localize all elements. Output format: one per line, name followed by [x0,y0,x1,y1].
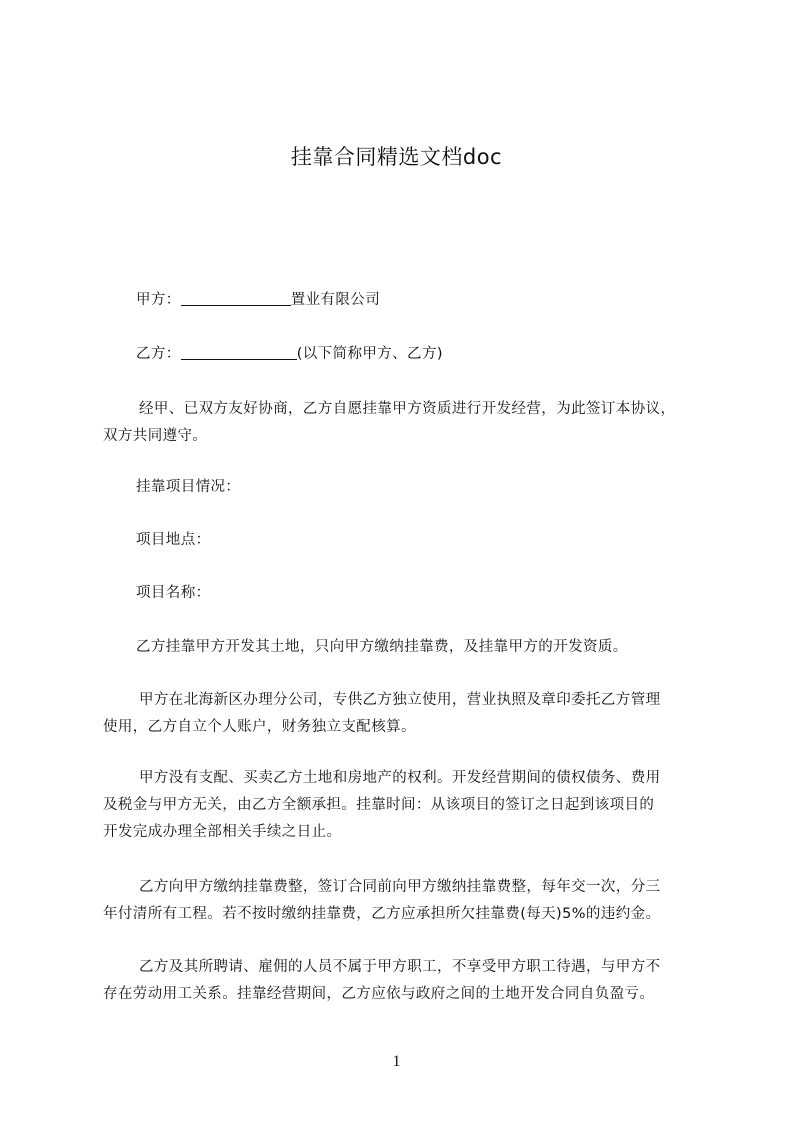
document-title: 挂靠合同精选文档doc [290,145,503,169]
project-name: 项目名称： [136,585,211,601]
paragraph-3 [103,765,703,846]
paragraph-1-line-1: 乙方挂靠甲方开发其土地，只向甲方缴纳挂靠费，及挂靠甲方的开发资质。 [136,639,628,655]
paragraph-2 [103,687,703,741]
party-b-label: 乙方： [136,346,181,362]
project-info-heading: 挂靠项目情况： [136,479,241,495]
party-a-label: 甲方： [136,292,181,308]
intro-line-2: 双方共同遵守。 [103,428,208,444]
paragraph-5 [103,954,703,1008]
party-a-suffix: 置业有限公司 [290,292,381,308]
project-location: 项目地点： [136,532,211,548]
paragraph-5-line-1: 乙方及其所聘请、雇佣的人员不属于甲方职工，不享受甲方职工待遇，与甲方不 [139,959,661,975]
party-b-line [103,341,736,368]
party-a-blank [181,290,291,306]
paragraph-4-line-2: 年付清所有工程。若不按时缴纳挂靠费，乙方应承担所欠挂靠费(每天)5%的违约金。 [103,906,661,922]
party-b-blank [181,344,297,360]
intro-line-1: 经甲、已双方友好协商，乙方自愿挂靠甲方资质进行开发经营，为此签订本协议， [139,401,676,417]
page-number: 1 [392,1053,401,1070]
paragraph-1 [103,634,703,661]
paragraph-3-line-3: 开发完成办理全部相关手续之日止。 [103,824,342,840]
party-b-suffix: (以下简称甲方、乙方) [296,346,443,362]
paragraph-3-line-1: 甲方没有支配、买卖乙方土地和房地产的权利。开发经营期间的债权债务、费用 [139,770,661,786]
paragraph-2-line-2: 使用，乙方自立个人账户，财务独立支配核算。 [103,719,416,735]
paragraph-3-line-2: 及税金与甲方无关，由乙方全额承担。挂靠时间：从该项目的签订之日起到该项目的 [103,797,655,813]
party-a-line [103,287,736,314]
paragraph-4 [103,874,703,928]
paragraph-4-line-1: 乙方向甲方缴纳挂靠费整，签订合同前向甲方缴纳挂靠费整，每年交一次，分三 [139,879,661,895]
intro-paragraph [103,396,703,450]
paragraph-5-line-2: 存在劳动用工关系。挂靠经营期间，乙方应依与政府之间的土地开发合同自负盈亏。 [103,986,655,1002]
paragraph-2-line-1: 甲方在北海新区办理分公司，专供乙方独立使用，营业执照及章印委托乙方管理 [139,692,661,708]
